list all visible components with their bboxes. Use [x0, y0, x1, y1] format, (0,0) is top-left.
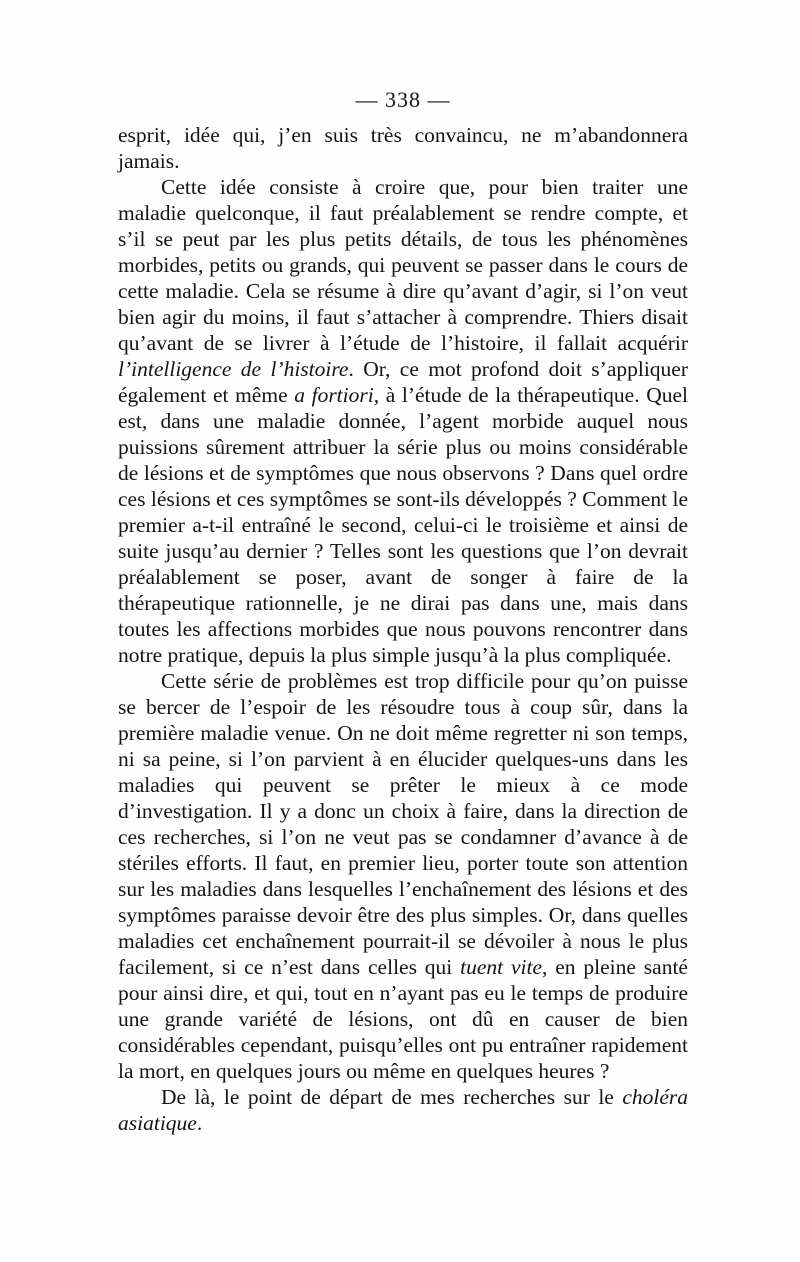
paragraph-4: [118, 1084, 688, 1136]
paragraph-2: [118, 174, 688, 668]
text-segment: De là, le point de départ de mes recherches sur le: [161, 1085, 623, 1109]
italic-segment: a fortiori: [294, 383, 374, 407]
italic-segment: choléra asiatique: [118, 1085, 688, 1135]
paragraph-1: [118, 122, 688, 174]
text-segment: .: [196, 1111, 203, 1135]
page-number: — 338 —: [355, 87, 451, 112]
text-segment: , à l’étude de la thérapeutique. Quel est, dans une maladie donnée, l’agent morbide auquel nous puissions sûrement attribuer la série plus ou moins considérable de lésions et de symptômes que nous observons ? Dans quel ordre ces lésions et ces symptômes se sont-ils développés ? Comment le premier a-t-il entraîné le second, celui-ci le troisième et ainsi de suite jusqu’au dernier ? Telles sont les questions que l’on devrait préalablement se poser, avant de songer à faire de la thérapeutique rationnelle, je ne dirai pas dans une, mais dans toutes les affections morbides que nous pouvons rencontrer dans notre pratique, depuis la plus simple jusqu’à la plus compliquée.: [118, 383, 688, 667]
text-segment: . Or, ce mot profond doit s’appliquer également et même: [118, 357, 689, 407]
text-segment: Cette série de problèmes est trop difficile pour qu’on puisse se bercer de l’espoir de les résoudre tous à coup sûr, dans la première maladie venue. On ne doit même regretter ni son temps, ni sa peine, si l’on parvient à en élucider quelques-uns dans les maladies qui peuvent se prêter le mieux à ce mode d’investigation. Il y a donc un choix à faire, dans la direction de ces recherches, si l’on ne veut pas se condamner d’avance à de stériles efforts. Il faut, en premier lieu, porter toute son attention sur les maladies dans lesquelles l’enchaînement des lésions et des symptômes paraisse devoir être des plus simples. Or, dans quelles maladies cet enchaînement pourrait-il se dévoiler à nous le plus facilement, si ce n’est dans celles qui: [118, 669, 688, 979]
text-segment: Cette idée consiste à croire que, pour bien traiter une maladie quelconque, il faut préalablement se rendre compte, et s’il se peut par les plus petits détails, de tous les phénomènes morbides, petits ou grands, qui peuvent se passer dans le cours de cette maladie. Cela se résume à dire qu’avant d’agir, si l’on veut bien agir du moins, il faut s’attacher à comprendre. Thiers disait qu’avant de se livrer à l’étude de l’histoire, il fallait acquérir: [118, 175, 688, 355]
italic-segment: l’intelligence de l’histoire: [118, 357, 349, 381]
text-segment: esprit, idée qui, j’en suis très convaincu, ne m’abandonnera jamais.: [118, 123, 688, 173]
paragraph-3: [118, 668, 688, 1084]
text-segment: , en pleine santé pour ainsi dire, et qui, tout en n’ayant pas eu le temps de produire une grande variété de lésions, ont dû en causer de bien considérables cependant, puisqu’elles ont pu entraîner rapidement la mort, en quelques jours ou même en quelques heures ?: [118, 955, 688, 1083]
italic-segment: tuent vite: [460, 955, 543, 979]
body-text: [118, 122, 688, 1136]
